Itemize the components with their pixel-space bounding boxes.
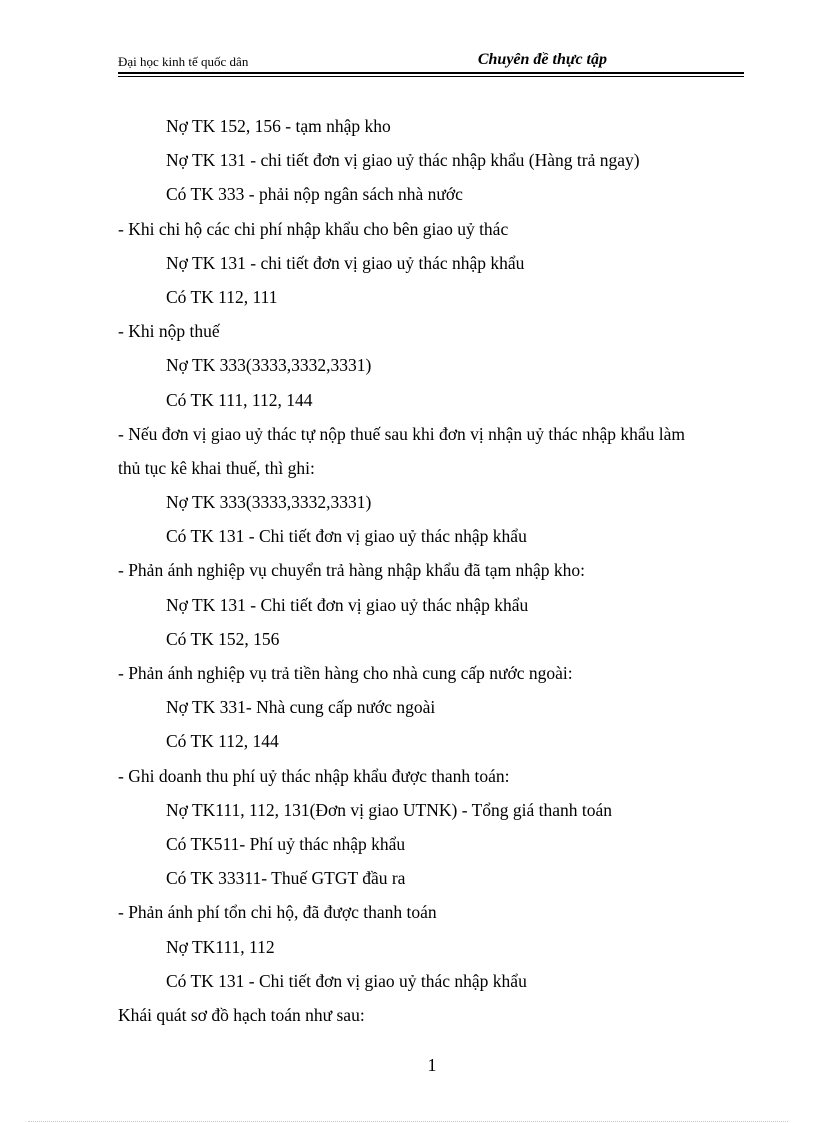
paragraph-line: - Khi chi hộ các chi phí nhập khẩu cho bên giao uỷ thác bbox=[118, 218, 509, 239]
journal-entry-line: Nợ TK 152, 156 - tạm nhập kho bbox=[166, 116, 391, 136]
paragraph-line: Khái quát sơ đồ hạch toán như sau: bbox=[118, 1004, 365, 1025]
paragraph-line: - Phản ánh nghiệp vụ chuyển trả hàng nhập khẩu đã tạm nhập kho: bbox=[118, 560, 586, 581]
page-header bbox=[118, 50, 744, 72]
journal-entry-line: Nợ TK111, 112, 131(Đơn vị giao UTNK) - Tổng giá thanh toán bbox=[166, 799, 613, 820]
paragraph-line: - Phản ánh phí tổn chi hộ, đã được thanh toán bbox=[118, 902, 437, 923]
page-number: 1 bbox=[427, 1055, 437, 1075]
paragraph-line: - Phản ánh nghiệp vụ trả tiền hàng cho nhà cung cấp nước ngoài: bbox=[118, 663, 573, 683]
journal-entry-line: Có TK 333 - phải nộp ngân sách nhà nước bbox=[166, 184, 463, 205]
journal-entry-line: Có TK511- Phí uỷ thác nhập khẩu bbox=[166, 833, 406, 854]
journal-entry-line: Nợ TK 333(3333,3332,3331) bbox=[166, 355, 372, 376]
journal-entry-line: Nợ TK111, 112 bbox=[166, 936, 275, 957]
page-edge-dotted-line bbox=[28, 1121, 788, 1122]
journal-entry-line: Có TK 152, 156 bbox=[166, 628, 280, 649]
journal-entry-line: Nợ TK 131 - Chi tiết đơn vị giao uỷ thác nhập khẩu bbox=[166, 594, 529, 615]
journal-entry-line: Nợ TK 331- Nhà cung cấp nước ngoài bbox=[166, 697, 436, 718]
journal-entry-line: Có TK 131 - Chi tiết đơn vị giao uỷ thác nhập khẩu bbox=[166, 970, 527, 991]
document-title: Chuyên đề thực tập bbox=[477, 51, 607, 68]
journal-entry-line: Có TK 131 - Chi tiết đơn vị giao uỷ thác nhập khẩu bbox=[166, 526, 527, 547]
header-rule-thin bbox=[118, 76, 744, 77]
journal-entry-line: Nợ TK 333(3333,3332,3331) bbox=[166, 492, 372, 513]
paragraph-line: - Ghi doanh thu phí uỷ thác nhập khẩu được thanh toán: bbox=[118, 765, 510, 786]
paragraph-line: - Nếu đơn vị giao uỷ thác tự nộp thuế sau khi đơn vị nhận uỷ thác nhập khẩu làm bbox=[118, 423, 685, 444]
journal-entry-line: Có TK 111, 112, 144 bbox=[166, 389, 313, 410]
university-name: Đại học kinh tế quốc dân bbox=[118, 54, 249, 69]
paragraph-line: thủ tục kê khai thuế, thì ghi: bbox=[118, 457, 315, 478]
journal-entry-line: Có TK 112, 144 bbox=[166, 731, 279, 752]
journal-entry-line: Nợ TK 131 - chi tiết đơn vị giao uỷ thác nhập khẩu (Hàng trả ngay) bbox=[166, 150, 640, 171]
paragraph-line: - Khi nộp thuế bbox=[118, 321, 220, 342]
document-body bbox=[118, 109, 744, 1032]
journal-entry-line: Có TK 33311- Thuế GTGT đầu ra bbox=[166, 868, 406, 889]
header-rule-thick bbox=[118, 72, 744, 74]
journal-entry-line: Có TK 112, 111 bbox=[166, 286, 278, 307]
journal-entry-line: Nợ TK 131 - chi tiết đơn vị giao uỷ thác nhập khẩu bbox=[166, 252, 525, 273]
